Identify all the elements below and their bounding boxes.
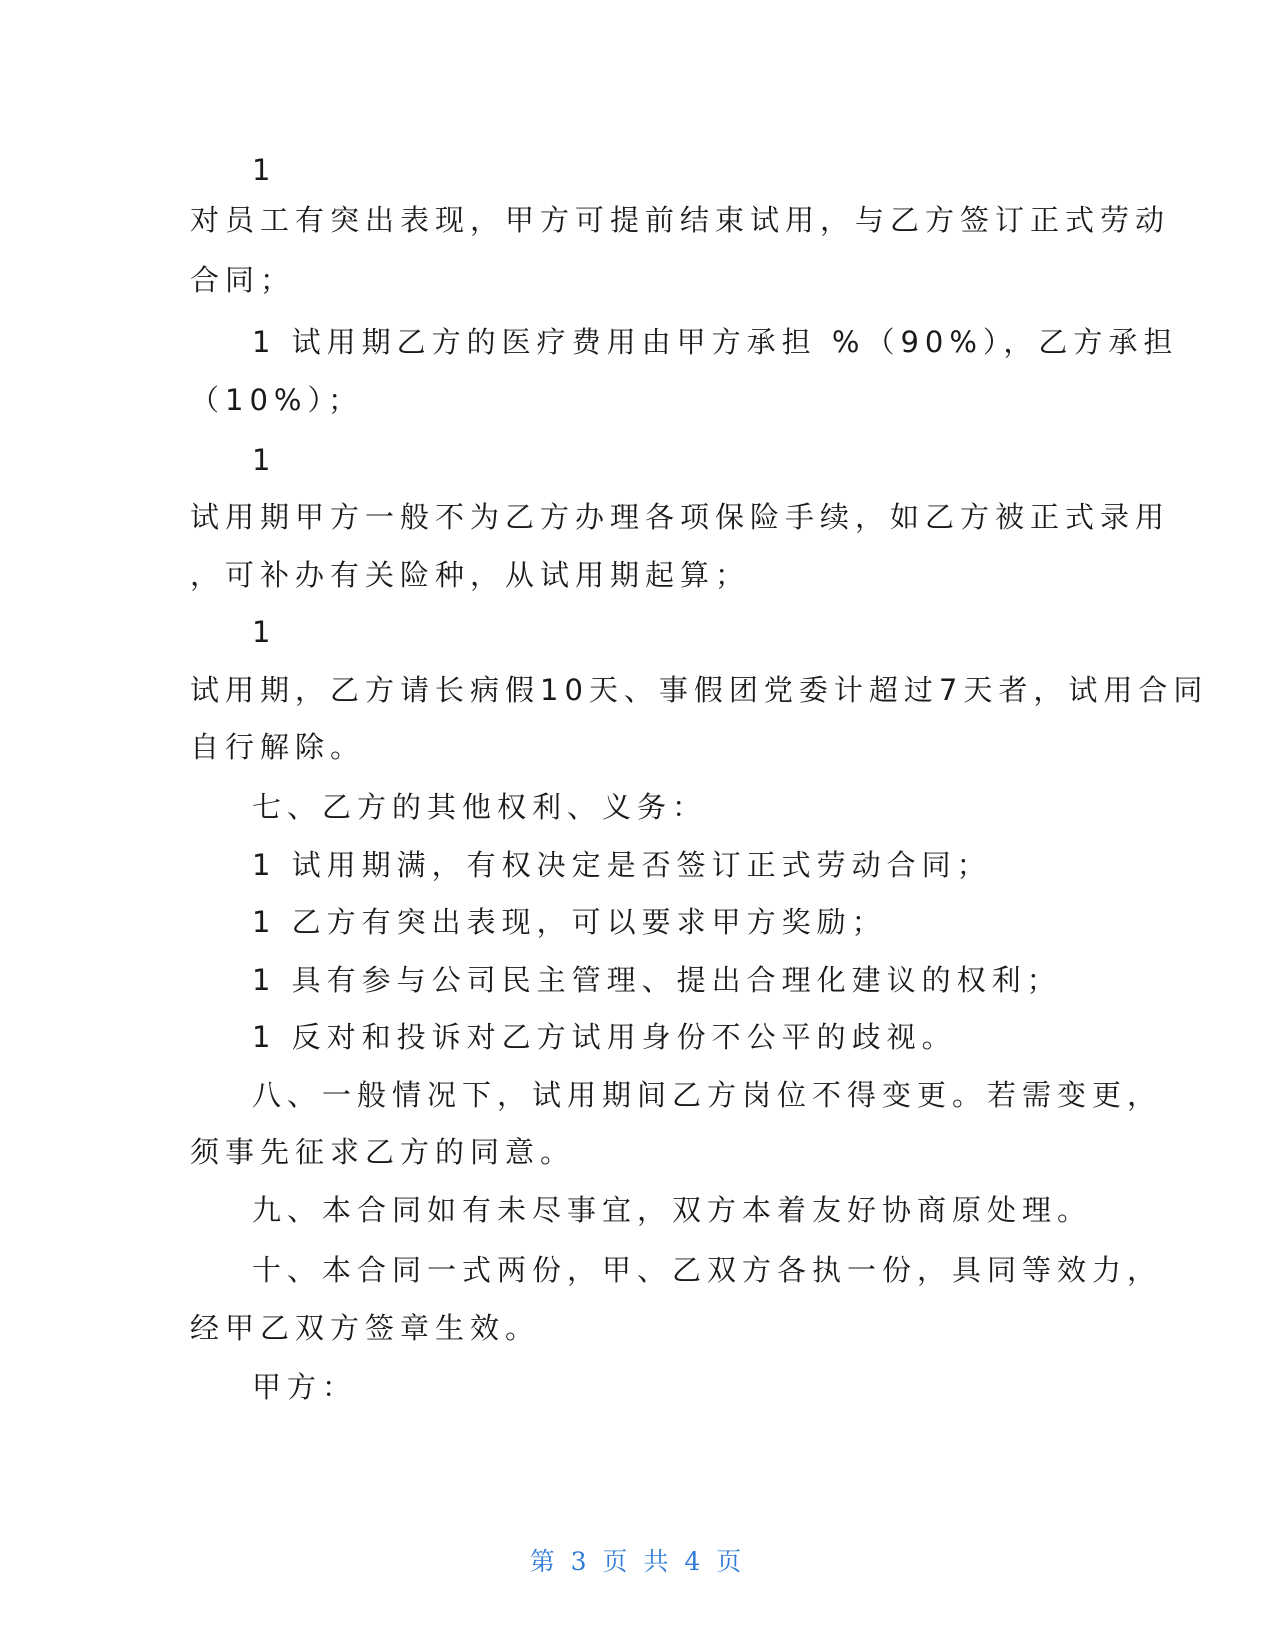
text-line: 九、本合同如有未尽事宜，双方本着友好协商原处理。 bbox=[252, 1193, 1093, 1227]
text-line: 1 bbox=[252, 153, 277, 187]
text-line: 自行解除。 bbox=[190, 730, 366, 764]
text-line: 1 试用期乙方的医疗费用由甲方承担 %（90%），乙方承担 bbox=[252, 325, 1179, 359]
text-line: 1 bbox=[252, 615, 277, 649]
text-line: （10%）； bbox=[190, 383, 363, 417]
text-line: 1 bbox=[252, 443, 277, 477]
page-number: 第 3 页 共 4 页 bbox=[529, 1547, 746, 1576]
text-line: ，可补办有关险种，从试用期起算； bbox=[190, 558, 751, 592]
text-line: 合同； bbox=[190, 263, 296, 297]
section-heading: 七、乙方的其他权利、义务： bbox=[252, 790, 708, 824]
text-line: 八、一般情况下，试用期间乙方岗位不得变更。若需变更， bbox=[252, 1078, 1163, 1112]
text-line: 1 乙方有突出表现，可以要求甲方奖励； bbox=[252, 905, 887, 939]
text-line: 对员工有突出表现，甲方可提前结束试用，与乙方签订正式劳动 bbox=[190, 203, 1171, 237]
text-line: 须事先征求乙方的同意。 bbox=[190, 1135, 576, 1169]
text-line: 十、本合同一式两份，甲、乙双方各执一份，具同等效力， bbox=[252, 1253, 1163, 1287]
text-line: 试用期甲方一般不为乙方办理各项保险手续，如乙方被正式录用 bbox=[190, 500, 1171, 534]
text-line: 试用期，乙方请长病假10天、事假团党委计超过7天者，试用合同 bbox=[190, 673, 1209, 707]
text-line: 1 试用期满，有权决定是否签订正式劳动合同； bbox=[252, 848, 992, 882]
text-line: 1 具有参与公司民主管理、提出合理化建议的权利； bbox=[252, 963, 1062, 997]
signature-label: 甲方： bbox=[252, 1370, 358, 1404]
text-line: 经甲乙双方签章生效。 bbox=[190, 1311, 541, 1345]
text-line: 1 反对和投诉对乙方试用身份不公平的歧视。 bbox=[252, 1020, 957, 1054]
